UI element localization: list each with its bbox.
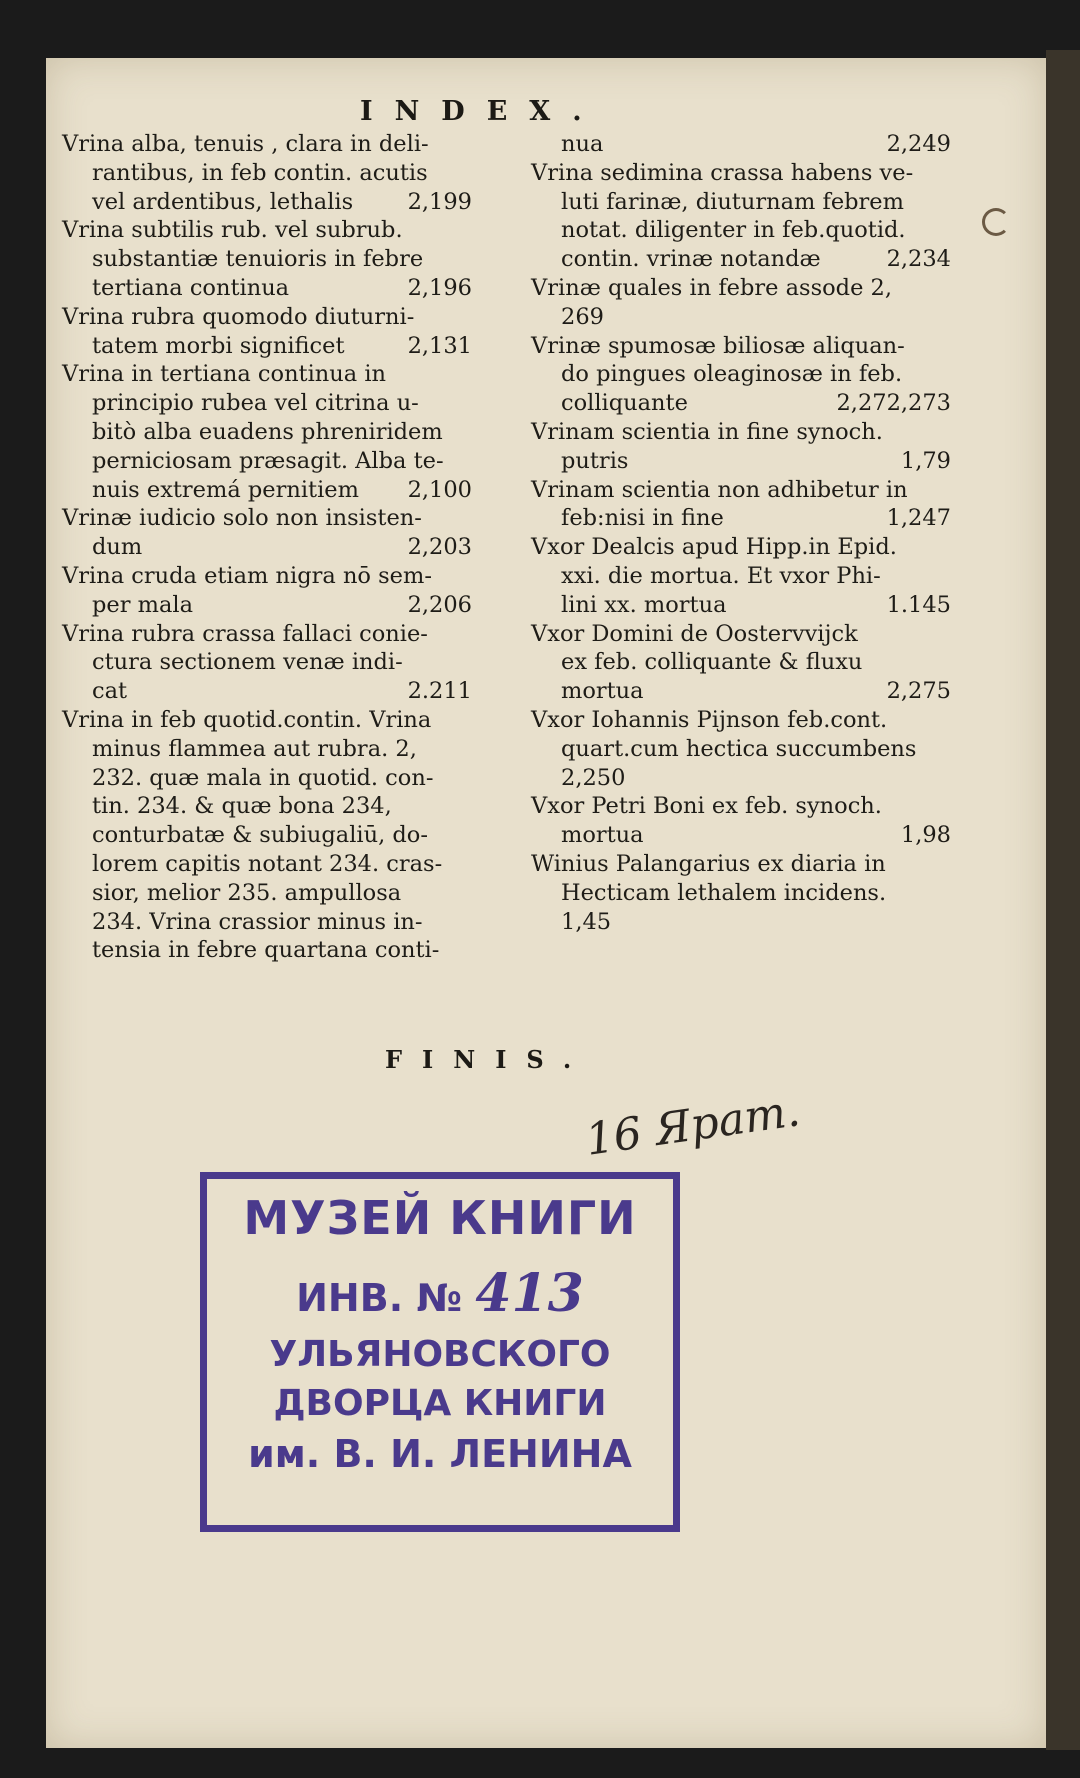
index-entry-line xyxy=(62,533,472,562)
index-column-left xyxy=(62,130,472,965)
index-entry-line xyxy=(531,447,951,476)
entry-text: lini xx. mortua xyxy=(561,591,727,618)
stamp-line-2 xyxy=(207,1263,673,1324)
entry-text: Hecticam lethalem incidens. xyxy=(561,879,887,906)
index-entry-line xyxy=(62,620,472,649)
entry-text: Vrinæ quales in febre assode 2, xyxy=(531,274,893,301)
index-entry-line xyxy=(62,274,472,303)
entry-text: ctura sectionem venæ indi- xyxy=(92,649,403,676)
entry-text: luti farinæ, diuturnam febrem xyxy=(561,188,904,215)
entry-text: rantibus, in feb contin. acutis xyxy=(92,159,428,186)
entry-text: ex feb. colliquante & fluxu xyxy=(561,649,863,676)
index-entry-line xyxy=(62,245,472,274)
entry-text: feb:nisi in fine xyxy=(561,505,724,532)
entry-text: 2,250 xyxy=(561,764,626,791)
index-entry-line xyxy=(62,504,472,533)
entry-text: nuis extremá pernitiem xyxy=(92,476,359,503)
entry-text: 1,45 xyxy=(561,908,612,935)
entry-text: xxi. die mortua. Et vxor Phi- xyxy=(561,562,881,589)
entry-text: Vxor Dealcis apud Hipp.in Epid. xyxy=(531,534,897,561)
entry-text: Vrina in tertiana continua in xyxy=(62,361,387,388)
entry-text: nua xyxy=(561,131,604,157)
entry-text: Vrina in feb quotid.contin. Vrina xyxy=(62,706,432,733)
index-entry-line xyxy=(531,562,951,591)
page-reference: 1,79 xyxy=(900,447,951,474)
index-entry-line xyxy=(531,504,951,533)
entry-text: per mala xyxy=(92,591,193,618)
entry-text: putris xyxy=(561,447,629,474)
index-entry-line xyxy=(531,908,951,937)
page-reference: 2,100 xyxy=(407,476,472,503)
stamp-line-3: УЛЬЯНОВСКОГО xyxy=(269,1334,611,1375)
entry-text: Vrinæ spumosæ biliosæ aliquan- xyxy=(531,332,905,359)
entry-text: minus flammea aut rubra. 2, xyxy=(92,735,417,762)
entry-text: colliquante xyxy=(561,390,688,417)
index-entry-line xyxy=(62,418,472,447)
entry-text: Vrina alba, tenuis , clara in deli- xyxy=(62,131,429,157)
page-reference: 2,234 xyxy=(886,246,951,273)
index-entry-line xyxy=(62,735,472,764)
index-entry-line xyxy=(62,332,472,361)
index-entry-line xyxy=(62,188,472,217)
index-entry-line xyxy=(531,216,951,245)
index-heading: INDEX. xyxy=(360,96,604,127)
index-entry-line xyxy=(62,706,472,735)
stamp-line-4: ДВОРЦА КНИГИ xyxy=(273,1383,607,1424)
index-entry-line xyxy=(62,216,472,245)
entry-text: conturbatæ & subiugaliū, do- xyxy=(92,822,428,849)
index-entry-line xyxy=(62,936,472,965)
book-edge xyxy=(1046,50,1080,1750)
museum-stamp xyxy=(200,1172,680,1532)
index-entry-line xyxy=(62,476,472,505)
entry-text: tin. 234. & quæ bona 234, xyxy=(92,793,392,820)
entry-text: bitò alba euadens phreniridem xyxy=(92,418,443,445)
page-reference: 1.145 xyxy=(886,591,951,618)
entry-text: Vrinæ iudicio solo non insisten- xyxy=(62,505,422,532)
entry-text: perniciosam præsagit. Alba te- xyxy=(92,447,444,474)
entry-text: Vrina cruda etiam nigra nō sem- xyxy=(62,562,432,589)
index-entry-line xyxy=(531,591,951,620)
index-entry-line xyxy=(531,792,951,821)
entry-text: Vrinam scientia in fine synoch. xyxy=(531,418,883,445)
entry-text: Vrinam scientia non adhibetur in xyxy=(531,476,908,503)
entry-text: contin. vrinæ notandæ xyxy=(561,246,821,273)
index-entry-line xyxy=(62,850,472,879)
stamp-inventory-number: 413 xyxy=(475,1263,584,1324)
index-entry-line xyxy=(531,620,951,649)
entry-text: cat xyxy=(92,678,128,705)
index-entry-line xyxy=(62,303,472,332)
index-entry-line xyxy=(62,159,472,188)
page-reference: 2,203 xyxy=(407,534,472,561)
index-entry-line xyxy=(62,792,472,821)
page-reference: 1,247 xyxy=(886,505,951,532)
index-entry-line xyxy=(531,850,951,879)
index-entry-line xyxy=(62,908,472,937)
entry-text: tatem morbi significet xyxy=(92,332,345,359)
page-reference: 2,272,273 xyxy=(836,390,951,417)
index-entry-line xyxy=(531,418,951,447)
page-reference: 2.211 xyxy=(407,678,472,705)
index-entry-line xyxy=(531,735,951,764)
index-entry-line xyxy=(531,764,951,793)
entry-text: sior, melior 235. ampullosa xyxy=(92,879,402,906)
entry-text: 234. Vrina crassior minus in- xyxy=(92,908,423,935)
page-reference: 2,275 xyxy=(886,678,951,705)
index-entry-line xyxy=(531,332,951,361)
page-reference: 2,199 xyxy=(407,188,472,215)
index-entry-line xyxy=(62,821,472,850)
index-entry-line xyxy=(531,476,951,505)
entry-text: Vxor Petri Boni ex feb. synoch. xyxy=(531,793,882,820)
page-reference: 2,131 xyxy=(407,332,472,359)
entry-text: do pingues oleaginosæ in feb. xyxy=(561,361,903,388)
index-entry-line xyxy=(62,447,472,476)
entry-text: lorem capitis notant 234. cras- xyxy=(92,850,443,877)
page-reference: 1,98 xyxy=(900,822,951,849)
index-entry-line xyxy=(62,677,472,706)
index-entry-line xyxy=(531,533,951,562)
index-entry-line xyxy=(531,648,951,677)
handwritten-signature: 16 Ярат. xyxy=(582,1085,804,1166)
entry-text: 232. quæ mala in quotid. con- xyxy=(92,764,434,791)
index-entry-line xyxy=(531,821,951,850)
entry-text: Vrina rubra crassa fallaci conie- xyxy=(62,620,428,647)
index-entry-line xyxy=(62,130,472,159)
finis-text: FINIS. xyxy=(385,1045,592,1074)
index-entry-line xyxy=(531,274,951,303)
entry-text: 269 xyxy=(561,303,604,330)
stamp-inventory-label: ИНВ. № xyxy=(296,1276,463,1320)
index-entry-line xyxy=(531,303,951,332)
index-entry-line xyxy=(531,245,951,274)
entry-text: tensia in febre quartana conti- xyxy=(92,937,440,964)
index-entry-line xyxy=(62,648,472,677)
stamp-line-5: им. В. И. ЛЕНИНА xyxy=(248,1432,632,1476)
entry-text: Winius Palangarius ex diaria in xyxy=(531,850,886,877)
index-entry-line xyxy=(62,389,472,418)
index-entry-line xyxy=(531,879,951,908)
entry-text: Vrina sedimina crassa habens ve- xyxy=(531,159,914,186)
entry-text: mortua xyxy=(561,678,644,705)
entry-text: notat. diligenter in feb.quotid. xyxy=(561,217,906,244)
index-entry-line xyxy=(531,389,951,418)
index-entry-line xyxy=(62,562,472,591)
entry-text: vel ardentibus, lethalis xyxy=(92,188,354,215)
entry-text: dum xyxy=(92,534,143,561)
entry-text: tertiana continua xyxy=(92,274,290,301)
index-entry-line xyxy=(531,360,951,389)
index-entry-line xyxy=(531,130,951,159)
index-entry-line xyxy=(62,360,472,389)
stamp-line-1: МУЗЕЙ КНИГИ xyxy=(243,1191,637,1245)
entry-text: mortua xyxy=(561,822,644,849)
entry-text: principio rubea vel citrina u- xyxy=(92,390,419,417)
ink-mark-icon xyxy=(982,208,1010,236)
entry-text: Vrina subtilis rub. vel subrub. xyxy=(62,217,403,244)
index-column-right xyxy=(531,130,951,936)
index-entry-line xyxy=(62,764,472,793)
index-entry-line xyxy=(531,159,951,188)
index-entry-line xyxy=(531,677,951,706)
page-reference: 2,196 xyxy=(407,274,472,301)
index-entry-line xyxy=(62,591,472,620)
page-reference: 2,249 xyxy=(886,131,951,157)
page-reference: 2,206 xyxy=(407,591,472,618)
index-entry-line xyxy=(531,188,951,217)
entry-text: Vrina rubra quomodo diuturni- xyxy=(62,303,415,330)
entry-text: quart.cum hectica succumbens xyxy=(561,735,917,762)
index-entry-line xyxy=(531,706,951,735)
entry-text: substantiæ tenuioris in febre xyxy=(92,246,424,273)
index-entry-line xyxy=(62,879,472,908)
entry-text: Vxor Iohannis Pijnson feb.cont. xyxy=(531,706,888,733)
entry-text: Vxor Domini de Oostervvijck xyxy=(531,620,858,647)
